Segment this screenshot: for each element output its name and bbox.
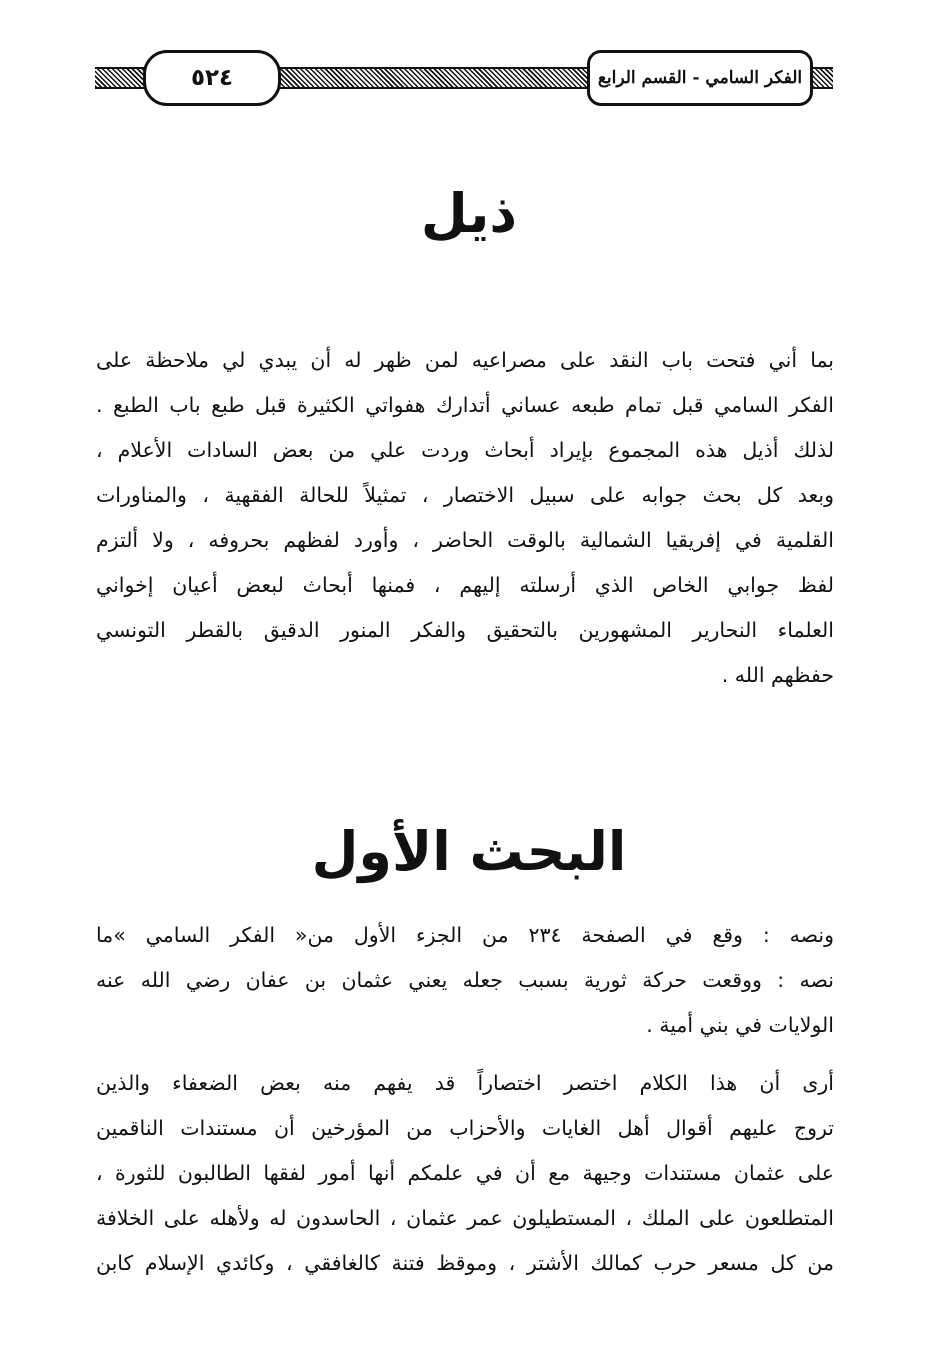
text-line: أرى أن هذا الكلام اختصر اختصاراً قد يفهم منه بعض الضعفاء والذين	[96, 1071, 834, 1095]
text-line: وبعد كل بحث جوابه على سبيل الاختصار ، تمثيلاً للحالة الفقهية ، والمناورات	[96, 483, 834, 507]
running-title: الفكر السامي - القسم الرابع	[597, 68, 803, 88]
section-title-appendix: ذيل	[420, 182, 518, 245]
section-title-first-discussion: البحث الأول	[311, 820, 627, 883]
text-line: ونصه : وقع في الصفحة ٢٣٤ من الجزء الأول من« الفكر السامي »ما	[96, 923, 834, 947]
text-line: لذلك أذيل هذه المجموع بإيراد أبحاث وردت علي من بعض السادات الأعلام ،	[96, 438, 834, 462]
page-header	[95, 44, 833, 108]
text-line: حفظهم الله .	[721, 663, 834, 687]
text-line: القلمية في إفريقيا الشمالية بالوقت الحاضر ، وأورد لفظهم بحروفه ، ولا ألتزم	[96, 528, 834, 552]
text-line: الولايات في بني أمية .	[646, 1013, 834, 1037]
page-number: ٥٢٤	[190, 65, 234, 91]
text-line: على عثمان مستندات وجيهة مع أن في علمكم أنها أمور لفقها الطالبون للثورة ،	[96, 1161, 834, 1185]
page-number-box	[143, 50, 281, 106]
text-line: المتطلعون على الملك ، المستطيلون عمر عثمان ، الحاسدون له ولأهله على الخلافة	[96, 1206, 834, 1230]
text-line: بما أني فتحت باب النقد على مصراعيه لمن ظهر له أن يبدي لي ملاحظة على	[96, 348, 834, 372]
text-line: الفكر السامي قبل تمام طبعه عساني أتدارك هفواتي الكثيرة قبل طبع باب الطبع .	[96, 393, 834, 417]
text-line: تروج عليهم أقوال أهل الغايات والأحزاب من المؤرخين أن مستندات الناقمين	[96, 1116, 834, 1140]
appendix-paragraph	[96, 338, 834, 698]
text-line: نصه : ووقعت حركة ثورية بسبب جعله يعني عثمان بن عفان رضي الله عنه	[96, 968, 834, 992]
text-line: العلماء النحارير المشهورين بالتحقيق والفكر المنور الدقيق بالقطر التونسي	[96, 618, 834, 642]
text-line: من كل مسعر حرب كمالك الأشتر ، وموقظ فتنة كالغافقي ، وكائدي الإسلام كابن	[96, 1251, 834, 1275]
running-title-box	[587, 50, 813, 106]
first-discussion-response-paragraph	[96, 1061, 834, 1286]
first-discussion-quote-paragraph	[96, 913, 834, 1048]
text-line: لفظ جوابي الخاص الذي أرسلته إليهم ، فمنها أبحاث لبعض أعيان إخواني	[96, 573, 834, 597]
